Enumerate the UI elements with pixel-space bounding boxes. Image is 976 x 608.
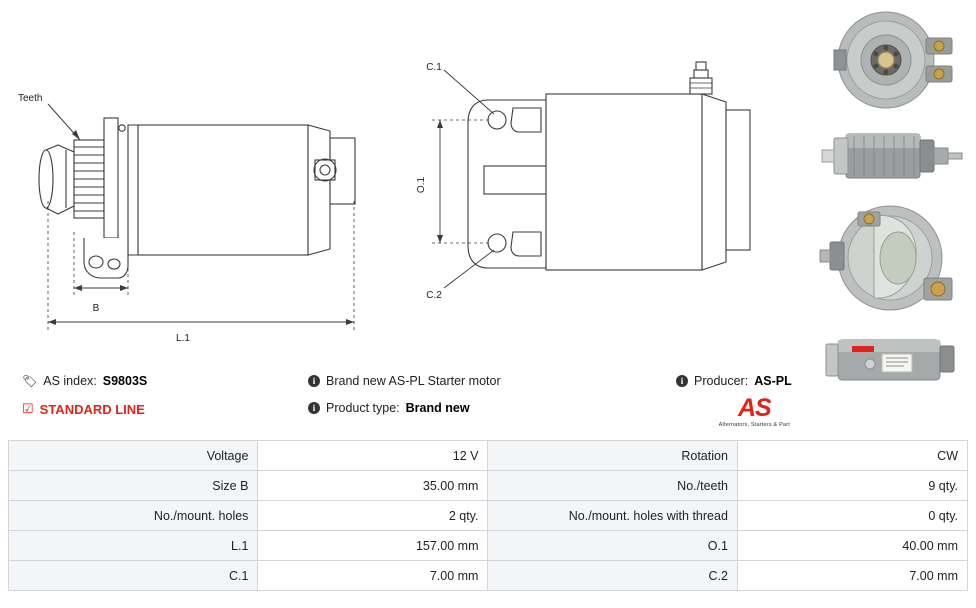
producer-value: AS-PL bbox=[754, 374, 792, 388]
b-dimension-label: B bbox=[92, 303, 100, 314]
tag-icon: 🏷 bbox=[22, 374, 38, 388]
spec-value: 157.00 mm bbox=[258, 531, 488, 561]
product-description: Brand new AS-PL Starter motor bbox=[326, 374, 501, 388]
product-info-row bbox=[0, 368, 800, 438]
info-column-index bbox=[22, 374, 147, 430]
spec-label: No./teeth bbox=[488, 471, 737, 501]
as-index-label: AS index: bbox=[43, 374, 97, 388]
photo-starter-side-view[interactable] bbox=[808, 122, 968, 190]
standard-line-label: STANDARD LINE bbox=[39, 401, 145, 417]
c1-dimension-label: C.1 bbox=[426, 62, 442, 73]
info-icon: i bbox=[308, 402, 320, 414]
producer-label: Producer: bbox=[694, 374, 749, 388]
as-pl-logo bbox=[719, 396, 790, 429]
product-type-line bbox=[308, 401, 501, 415]
info-icon: i bbox=[676, 375, 688, 387]
spec-value: 0 qty. bbox=[737, 501, 967, 531]
spec-value: 9 qty. bbox=[737, 471, 967, 501]
as-index-line bbox=[22, 374, 147, 388]
table-row bbox=[9, 561, 968, 591]
as-logo-subtitle: Alternators, Starters & Part bbox=[718, 422, 790, 428]
spec-label: O.1 bbox=[488, 531, 737, 561]
table-row bbox=[9, 441, 968, 471]
info-icon: i bbox=[308, 375, 320, 387]
table-row bbox=[9, 471, 968, 501]
technical-drawings bbox=[0, 0, 800, 360]
checkbox-checked-icon: ☑ bbox=[22, 401, 34, 416]
teeth-label: Teeth bbox=[18, 93, 43, 104]
spec-label: Rotation bbox=[488, 441, 737, 471]
product-type-label: Product type: bbox=[326, 401, 400, 415]
standard-line-badge bbox=[22, 401, 147, 417]
table-row bbox=[9, 531, 968, 561]
producer-line bbox=[676, 374, 792, 388]
drawing-svg bbox=[0, 0, 800, 360]
spec-label: L.1 bbox=[9, 531, 258, 561]
photo-starter-body-label-view[interactable] bbox=[808, 324, 968, 394]
product-type-value: Brand new bbox=[405, 401, 470, 415]
table-row bbox=[9, 501, 968, 531]
l1-dimension-label: L.1 bbox=[176, 333, 190, 344]
product-photos bbox=[800, 0, 976, 440]
as-index-value: S9803S bbox=[102, 374, 148, 388]
spec-value: 40.00 mm bbox=[737, 531, 967, 561]
description-line bbox=[308, 374, 501, 388]
spec-label: C.2 bbox=[488, 561, 737, 591]
photo-starter-front-view[interactable] bbox=[808, 6, 968, 114]
spec-label: No./mount. holes with thread bbox=[488, 501, 737, 531]
info-column-description bbox=[308, 374, 501, 428]
spec-value: CW bbox=[737, 441, 967, 471]
c2-dimension-label: C.2 bbox=[426, 290, 442, 301]
spec-value: 35.00 mm bbox=[258, 471, 488, 501]
spec-label: No./mount. holes bbox=[9, 501, 258, 531]
photo-starter-rear-view[interactable] bbox=[808, 196, 968, 316]
spec-label: Size B bbox=[9, 471, 258, 501]
spec-value: 7.00 mm bbox=[737, 561, 967, 591]
spec-value: 2 qty. bbox=[258, 501, 488, 531]
spec-value: 12 V bbox=[258, 441, 488, 471]
specifications-table bbox=[8, 440, 968, 591]
spec-value: 7.00 mm bbox=[258, 561, 488, 591]
spec-label: C.1 bbox=[9, 561, 258, 591]
spec-label: Voltage bbox=[9, 441, 258, 471]
as-logo-text: AS bbox=[737, 394, 771, 422]
o1-dimension-label: O.1 bbox=[416, 176, 427, 194]
